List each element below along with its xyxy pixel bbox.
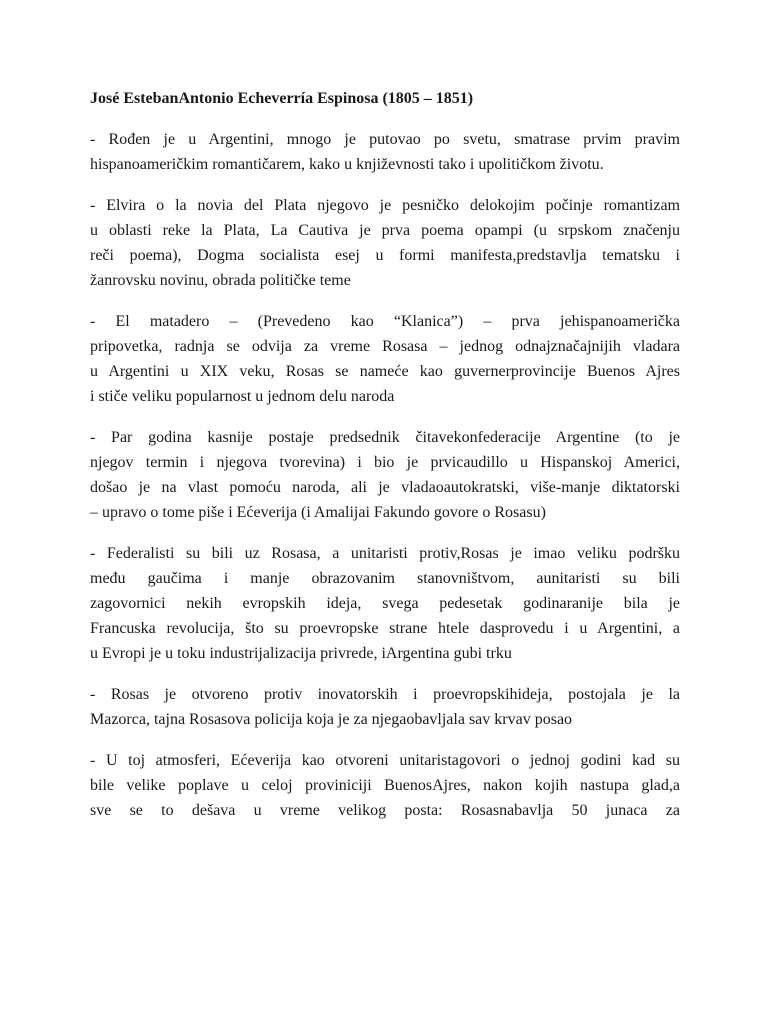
text-line: - El matadero – (Prevedeno kao “Klanica”) – prva jehispanoamerička [90, 313, 680, 330]
text-line: zagovornici nekih evropskih ideja, svega pedesetak godinaranije bila je [90, 595, 680, 612]
paragraph [90, 541, 680, 666]
paragraph [90, 309, 680, 409]
text-line: bile velike poplave u celoj proviniciji BuenosAjres, nakon kojih nastupa glad,a [90, 777, 680, 794]
text-line: - Elvira o la novia del Plata njegovo je pesničko delokojim počinje romantizam [90, 197, 680, 214]
text-line: u Argentini u XIX veku, Rosas se nameće kao guvernerprovincije Buenos Ajres [90, 363, 680, 380]
paragraph [90, 127, 680, 177]
text-line: sve se to dešava u vreme velikog posta: Rosasnabavlja 50 junaca za [90, 802, 680, 819]
text-line: u Evropi je u toku industrijalizacija privrede, iArgentina gubi trku [90, 645, 512, 662]
text-line: – upravo o tome piše i Ećeverija (i Amalijai Fakundo govore o Rosasu) [90, 504, 546, 521]
text-line: Mazorca, tajna Rosasova policija koja je za njegaobavljala sav krvav posao [90, 711, 573, 728]
text-line: - Par godina kasnije postaje predsednik čitavekonfederacije Argentine (to je [90, 429, 680, 446]
text-line: - Federalisti su bili uz Rosasa, a unitaristi protiv,Rosas je imao veliku podršku [90, 545, 680, 562]
text-line: njegov termin i njegova tvorevina) i bio je prvicaudillo u Hispanskoj Americi, [90, 454, 680, 471]
text-line: u oblasti reke la Plata, La Cautiva je prva poema opampi (u srpskom značenju [90, 222, 680, 239]
text-line: među gaučima i manje obrazovanim stanovništvom, aunitaristi su bili [90, 570, 680, 587]
paragraph [90, 193, 680, 293]
text-line: reči poema), Dogma socialista esej u formi manifesta,predstavlja tematsku i [90, 247, 680, 264]
text-line: - Rođen je u Argentini, mnogo je putovao po svetu, smatrase prvim pravim [90, 131, 680, 148]
text-line: - U toj atmosferi, Ećeverija kao otvoreni unitaristagovori o jednoj godini kad su [90, 752, 680, 769]
paragraph [90, 748, 680, 823]
text-line: hispanoameričkim romantičarem, kako u književnosti tako i upolitičkom životu. [90, 156, 604, 173]
text-line: i stiče veliku popularnost u jednom delu naroda [90, 388, 395, 405]
document-title: José EstebanAntonio Echeverría Espinosa (1805 – 1851) [90, 90, 474, 107]
text-line: Francuska revolucija, što su proevropske strane htele dasprovedu i u Argentini, a [90, 620, 680, 637]
paragraph [90, 425, 680, 525]
text-line: pripovetka, radnja se odvija za vreme Rosasa – jednog odnajznačajnijih vladara [90, 338, 680, 355]
paragraph [90, 682, 680, 732]
document-body [90, 127, 680, 823]
document-page [90, 86, 680, 839]
text-line: došao je na vlast pomoću naroda, ali je vladaoautokratski, više-manje diktatorski [90, 479, 680, 496]
text-line: - Rosas je otvoreno protiv inovatorskih i proevropskihideja, postojala je la [90, 686, 680, 703]
text-line: žanrovsku novinu, obrada političke teme [90, 272, 351, 289]
